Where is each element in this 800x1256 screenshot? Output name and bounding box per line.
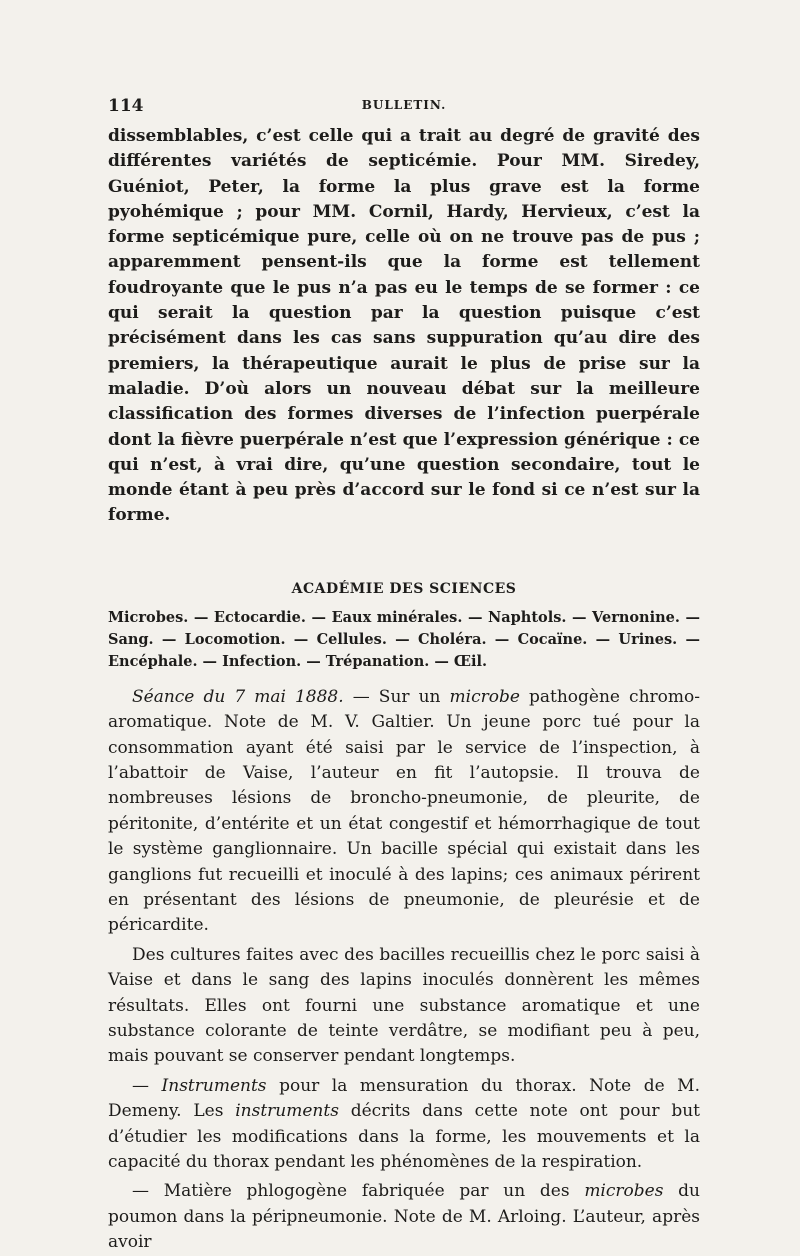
page-number: 114 — [108, 96, 144, 116]
text-run: — — [132, 1075, 162, 1096]
page — [108, 96, 700, 1256]
italic-term: instruments — [235, 1101, 339, 1122]
italic-term: Instruments — [161, 1075, 267, 1096]
running-title: BULLETIN. — [361, 98, 447, 112]
section-title: ACADÉMIE DES SCIENCES — [291, 580, 517, 597]
paragraph-galtier — [108, 685, 700, 939]
continued-text — [108, 124, 700, 529]
paragraph-demeny — [108, 1074, 700, 1176]
text-run: — Matière phlogogène fabriquée par un des — [132, 1181, 585, 1202]
text-run: du poumon dans la péripneumonie. Note de M. Arloing. L’auteur, après avoir — [108, 1181, 700, 1253]
italic-term: microbes — [584, 1181, 664, 1202]
continued-paragraph: dissemblables, c’est celle qui a trait au degré de gravité des différentes variétés de septicémie. Pour MM. Siredey, Guéniot, Peter, la forme la plus grave est la forme pyohémique ; pour MM. Cornil, Hardy, Hervieux, c’est la forme septicémique pure, celle où on ne trouve pas de pus ; apparemment pensent-ils que la forme est tellement foudroyante que le pus n’a pas eu le temps de se former : ce qui serait la question par la question puisque c’est précisément dans les cas sans suppuration qu’au dire des premiers, la thérapeutique aurait le plus de prise sur la maladie. D’où alors un nouveau débat sur la meilleure classification des formes diverses de l’infection puerpérale dont la fièvre puerpérale n’est que l’expression générique : ce qui n’est, à vrai dire, qu’une question secondaire, tout le monde étant à peu près d’accord sur le fond si ce n’est sur la forme. — [108, 126, 700, 526]
section-body — [108, 685, 700, 1256]
text-run: — Sur un — [343, 686, 450, 707]
paragraph-arloing — [108, 1179, 700, 1255]
section-keywords: Microbes. — Ectocardie. — Eaux minérales. — Naphtols. — Vernonine. — Sang. — Locomotion. — Cellules. — Choléra. — Cocaïne. — Urines. — Encéphale. — Infection. — Trépanation. — Œil. — [108, 608, 700, 670]
text-run: pathogène chromo-aromatique. Note de M. V. Galtier. Un jeune porc tué pour la consommation ayant été saisi par le service de l’inspection, à l’abattoir de Vaise, l’auteur en fit l’autopsie. Il trouva de nombreuses lésions de broncho-pneumonie, de pleurite, de péritonite, d’entérite et un état congestif et hémorrhagique de tout le système ganglionnaire. Un bacille spécial qui existait dans les ganglions fut recueilli et inoculé à des lapins; ces animaux périrent en présentant des lésions de pneumonie, de pleurésie et de péricardite. — [108, 686, 700, 936]
text-run: décrits dans cette note ont pour but d’étudier les modifications dans la forme, les mouvements et la capacité du thorax pendant les phénomènes de la respiration. — [108, 1101, 700, 1173]
text-run: pour la mensuration du thorax. Note de M. Demeny. Les — [108, 1075, 700, 1122]
page-header — [108, 96, 700, 124]
seance-date: Séance du 7 mai 1888. — [132, 686, 344, 707]
italic-term: microbe — [449, 686, 520, 707]
paragraph-cultures: Des cultures faites avec des bacilles recueillis chez le porc saisi à Vaise et dans le sang des lapins inoculés donnèrent les mêmes résultats. Elles ont fourni une substance aromatique et une substance colorante de teinte verdâtre, se modifiant peu à peu, mais pouvant se conserver pendant longtemps. — [108, 944, 700, 1067]
